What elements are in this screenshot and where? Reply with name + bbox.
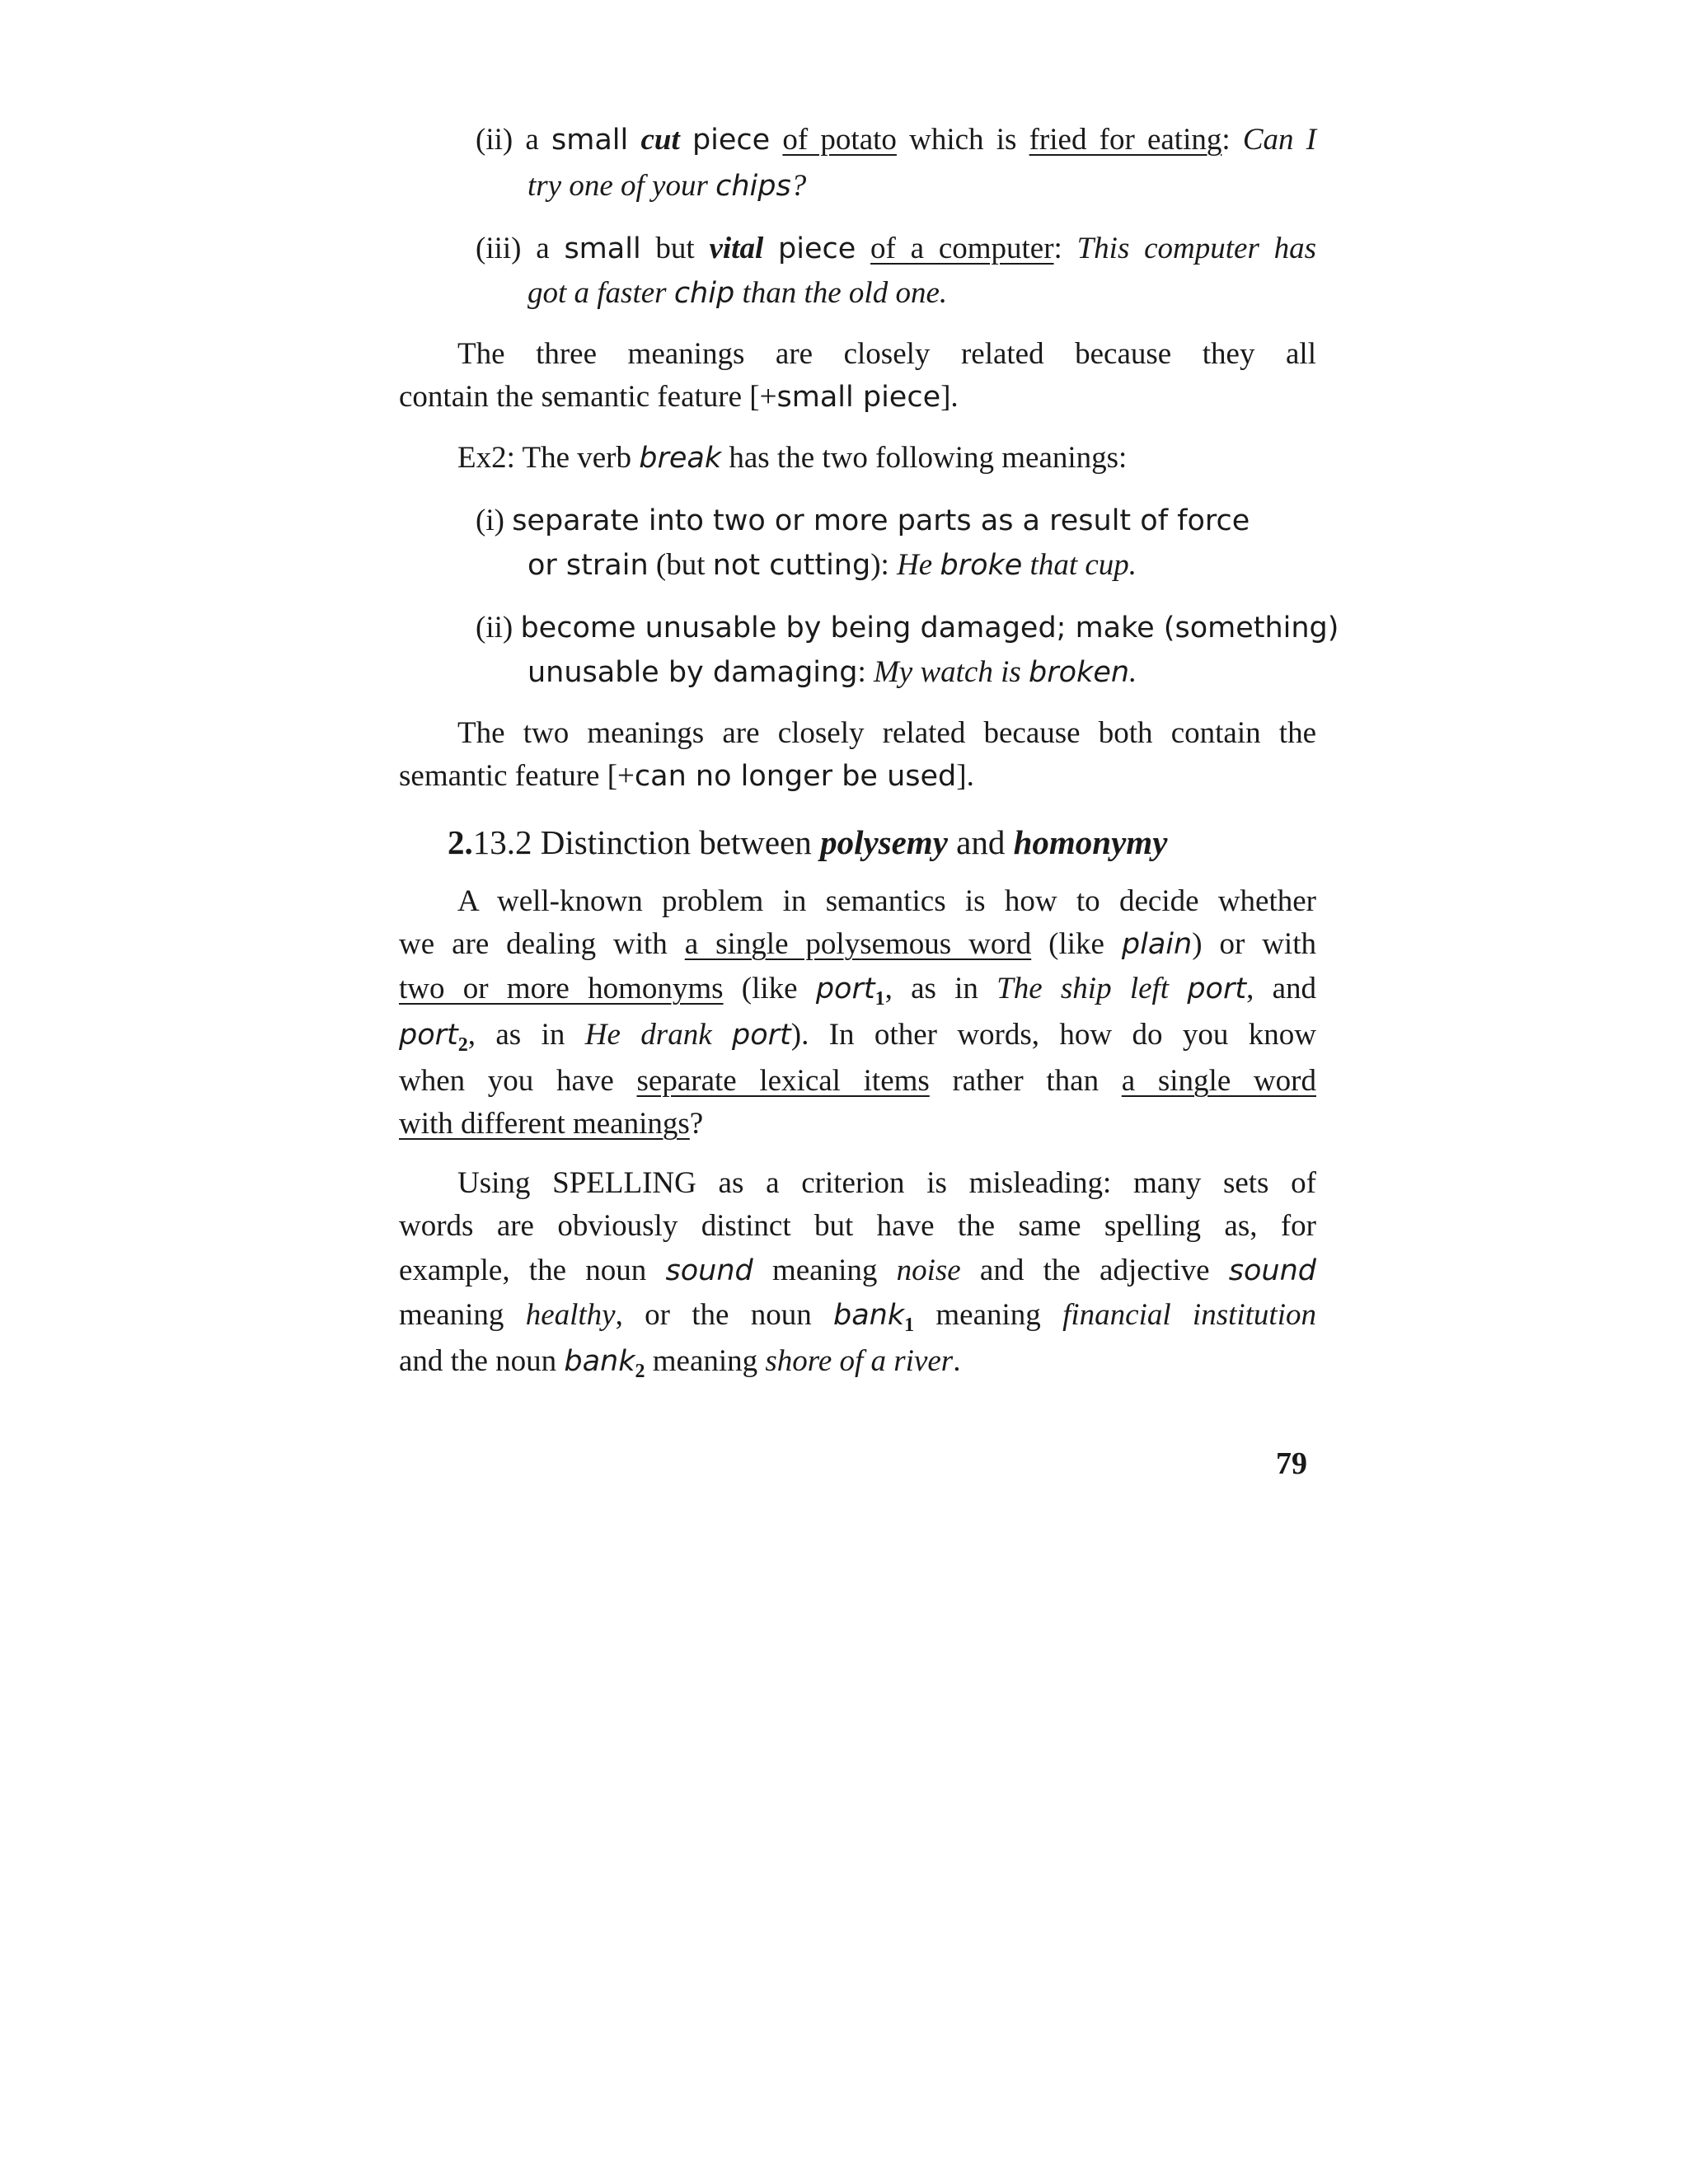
ex2-line: Ex2: The verb break has the two following meanings:	[457, 441, 1128, 475]
item-ii-line-1: (ii) a small cut piece of potato which is fried for eating: Can I	[476, 123, 1317, 157]
para-three-meanings-line-1: The three meanings are closely related because they all	[457, 337, 1316, 371]
item-iii-line-2: got a faster chip than the old one.	[528, 276, 948, 310]
para-spelling-line-4: meaning healthy, or the noun bank$_1$ meaning financial institution	[399, 1298, 1316, 1336]
para-spelling-line-3: example, the noun sound meaning noise and the adjective sound	[399, 1254, 1317, 1287]
item-ii-break-line-1: (ii) become unusable by being damaged; make (something)	[476, 611, 1339, 644]
para-spelling-line-5: and the noun bank$_2$ meaning shore of a river.	[399, 1344, 961, 1382]
para-problem-line-6: with different meanings?	[399, 1107, 704, 1141]
item-iii-line-1: (iii) a small but vital piece of a computer: This computer has	[476, 232, 1317, 265]
section-heading: 2.13.2 Distinction between polysemy and homonymy	[448, 823, 1168, 861]
para-two-meanings-line-2: semantic feature [+can no longer be used].	[399, 759, 974, 793]
item-i-break-line-1: (i) separate into two or more parts as a result of force	[476, 504, 1250, 537]
page-number: 79	[1276, 1446, 1307, 1481]
item-i-break-line-2: or strain (but not cutting): He broke that cup.	[528, 548, 1137, 582]
para-problem-line-3: two or more homonyms (like port$_1$, as in The ship left port, and	[399, 972, 1316, 1010]
para-three-meanings-line-2: contain the semantic feature [+small piece].	[399, 380, 959, 414]
para-problem-line-2: we are dealing with a single polysemous word (like plain) or with	[399, 927, 1316, 961]
para-spelling-line-1: Using SPELLING as a criterion is misleading: many sets of	[457, 1166, 1316, 1200]
item-ii-break-line-2: unusable by damaging: My watch is broken.	[528, 655, 1137, 689]
para-spelling-line-2: words are obviously distinct but have the same spelling as, for	[399, 1209, 1316, 1243]
para-problem-line-5: when you have separate lexical items rather than a single word	[399, 1064, 1316, 1098]
para-two-meanings-line-1: The two meanings are closely related because both contain the	[457, 716, 1316, 750]
para-problem-line-1: A well-known problem in semantics is how to decide whether	[457, 884, 1316, 918]
para-problem-line-4: port$_2$, as in He drank port). In other words, how do you know	[399, 1018, 1317, 1056]
item-ii-line-2: try one of your chips?	[528, 169, 807, 203]
